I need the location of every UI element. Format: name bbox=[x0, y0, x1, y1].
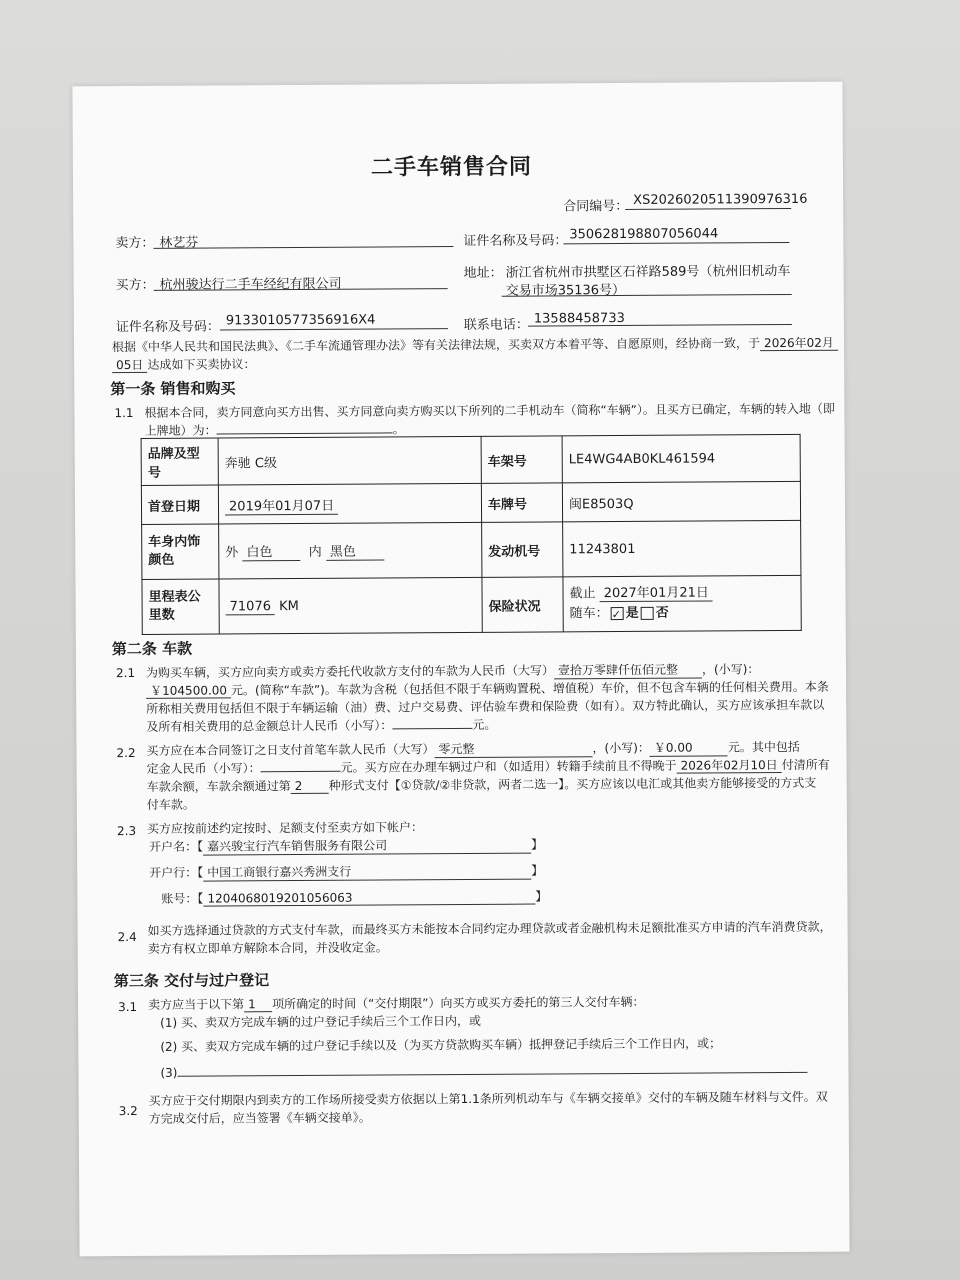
buyer-id: 91330105773569​16X4 bbox=[225, 312, 376, 329]
clause-2-2-line1: 买方应在本合同签订之日支付首笔车款人民币（大写） 零元整 ，(小写)： ￥0.00 元。其中包括 bbox=[146, 739, 800, 758]
contract-no-label: 合同编号： bbox=[563, 198, 629, 215]
table-row bbox=[142, 575, 801, 634]
address-line2: 交易市场35136号） bbox=[505, 282, 626, 299]
clause-3-1-option2: (2) 买、卖双方完成车辆的过户登记手续以及（为买方贷款购买车辆）抵押登记手续后三个工作日内，或； bbox=[160, 1036, 722, 1054]
clause-1-1-text: 根据本合同，卖方同意向买方出售、买方同意向卖方购买以下所列的二手机动车（简称“车辆”）。且买方已确定，车辆的转入地（即 bbox=[144, 401, 835, 420]
checkbox-yes[interactable] bbox=[611, 607, 624, 620]
brand-value: 奔驰 C级 bbox=[218, 436, 481, 485]
engine-value: 11243801 bbox=[563, 520, 801, 576]
clause-3-2-line1: 买方应于交付期限内到卖方的工作场所接受卖方依据以上第1.1条所列机动车与《车辆交接单》交付的车辆及随车材料与文件。双 bbox=[148, 1089, 828, 1108]
color-label: 车身内饰颜色 bbox=[142, 524, 219, 579]
buyer-label: 买方： bbox=[115, 277, 155, 294]
clause-3-2-line2: 方完成交付后，应当签署《车辆交接单》。 bbox=[148, 1110, 371, 1126]
insurance-value: 截止 2027年01月21日 随车：✓ 是 否 bbox=[563, 575, 801, 631]
vin-label: 车架号 bbox=[481, 436, 562, 483]
insurance-label: 保险状况 bbox=[482, 577, 563, 632]
clause-2-1-no: 2.1 bbox=[115, 665, 136, 681]
clause-1-1-no: 1.1 bbox=[114, 405, 134, 421]
mileage-label: 里程表公里数 bbox=[142, 579, 219, 634]
clause-2-4-line2: 卖方有权立即单方解除本合同，并没收定金。 bbox=[147, 940, 388, 956]
article-2-title: 第二条 车款 bbox=[111, 639, 193, 659]
address-label: 地址： bbox=[463, 265, 503, 281]
buyer-name: 杭州骏达行二手车经纪有限公司 bbox=[159, 276, 342, 293]
clause-2-2-line4: 付车款。 bbox=[146, 797, 195, 812]
table-row bbox=[141, 434, 800, 485]
clause-2-2-no: 2.2 bbox=[116, 745, 136, 761]
clause-3-2-no: 3.2 bbox=[118, 1103, 138, 1119]
table-row bbox=[142, 520, 801, 579]
account-name-row: 开户名：【 嘉兴骏宝行汽车销售服务有限公司 】 bbox=[149, 837, 544, 854]
clause-2-4-no: 2.4 bbox=[117, 929, 137, 945]
seller-id-label: 证件名称及号码： bbox=[463, 233, 568, 249]
table-row bbox=[141, 481, 800, 524]
reg-date-value: 2019年01月07日 bbox=[218, 483, 481, 524]
address-line1: 浙江省杭州市拱墅区石祥路589号（杭州旧机动车 bbox=[505, 263, 791, 281]
clause-2-3-text: 买方应按前述约定按时、足额支付至卖方如下帐户： bbox=[146, 820, 424, 836]
clause-2-1-line2: ￥104500.00 元。(简称“车款”)。车款为含税（包括但不限于车辆购置税、增值税）车价，但不包含车辆的任何相关费用。本条 bbox=[146, 678, 829, 699]
mileage-value: 71076 KM bbox=[219, 577, 482, 634]
phone: 13588458733 bbox=[533, 310, 625, 327]
clause-2-1-line1: 为购买车辆，买方应向卖方或卖方委托代收款方支付的车款为人民币（大写） 壹拾万零肆仟伍佰元整 ，(小写)： bbox=[145, 662, 760, 680]
clause-3-1-option1: (1) 买、卖双方完成车辆的过户登记手续后三个工作日内，或 bbox=[160, 1013, 482, 1030]
clause-2-1-line3: 所称相关费用包括但不限于车辆运输（油）费、过户交易费、评估验车费和保险费（如有）。双方特此确认，买方应该承担车款以 bbox=[146, 697, 825, 716]
intro-end: 05日 达成如下买卖协议： bbox=[112, 355, 255, 373]
engine-label: 发动机号 bbox=[482, 522, 563, 577]
clause-2-1-line4: 及所有相关费用的总金额总计人民币（小写）： 元。 bbox=[146, 717, 497, 734]
seller-name: 林艺芬 bbox=[159, 235, 199, 251]
color-value: 外 白色 内 黑色 bbox=[219, 522, 482, 579]
document-title: 二手车销售合同 bbox=[370, 154, 533, 181]
plate-label: 车牌号 bbox=[481, 483, 562, 522]
vehicle-table bbox=[141, 434, 802, 635]
clause-2-4-line1: 如买方选择通过贷款的方式支付车款，而最终买方未能按本合同约定办理贷款或者金融机构未足额批准买方申请的汽车消费贷款， bbox=[147, 919, 832, 938]
bank-row: 开户行：【 中国工商银行嘉兴秀洲支行 】 bbox=[149, 863, 544, 880]
account-no-row: 账号：【 1204068019201056063 】 bbox=[161, 889, 548, 906]
contract-no: XS2026020511390976316 bbox=[633, 191, 808, 208]
vin-value: LE4WG4AB0KL461594 bbox=[562, 434, 800, 482]
article-1-title: 第一条 销售和购买 bbox=[110, 379, 236, 399]
checkbox-no[interactable] bbox=[641, 607, 654, 620]
phone-label: 联系电话： bbox=[463, 317, 529, 333]
clause-2-3-no: 2.3 bbox=[116, 823, 137, 839]
clause-3-1-no: 3.1 bbox=[118, 999, 138, 1015]
seller-label: 卖方： bbox=[115, 235, 155, 252]
brand-label: 品牌及型号 bbox=[141, 438, 218, 485]
clause-3-1-text: 卖方应当于以下第 1 项所确定的时间（“交付期限”）向买方或买方委托的第三人交付车辆： bbox=[148, 994, 645, 1012]
clause-3-1-option3: (3) bbox=[160, 1062, 807, 1080]
buyer-id-label: 证件名称及号码： bbox=[115, 319, 220, 336]
clause-1-1-text2: 上牌地）为： 。 bbox=[144, 422, 405, 438]
plate-value: 闽E8503Q bbox=[562, 481, 800, 521]
contract-page bbox=[72, 82, 849, 1257]
article-3-title: 第三条 交付与过户登记 bbox=[113, 971, 270, 991]
clause-2-2-line2: 定金人民币（小写）： 元。买方应在办理车辆过户和（如适用）转籍手续前且不得晚于 2026年02月10日 付清所有 bbox=[146, 757, 830, 776]
seller-id: 350628198807056044 bbox=[569, 226, 719, 243]
intro-text: 根据《中华人民共和国民法典》、《二手车流通管理办法》等有关法律法规，买卖双方本着平等、自愿原则，经协商一致，于 2026年02月 bbox=[112, 334, 838, 355]
reg-date-label: 首登日期 bbox=[141, 485, 218, 524]
clause-2-2-line3: 车款余额，车款余额通过第 2 种形式支付【①贷款/②非贷款，两者二选一】。买方应该以电汇或其他卖方能够接受的方式支 bbox=[146, 775, 817, 794]
